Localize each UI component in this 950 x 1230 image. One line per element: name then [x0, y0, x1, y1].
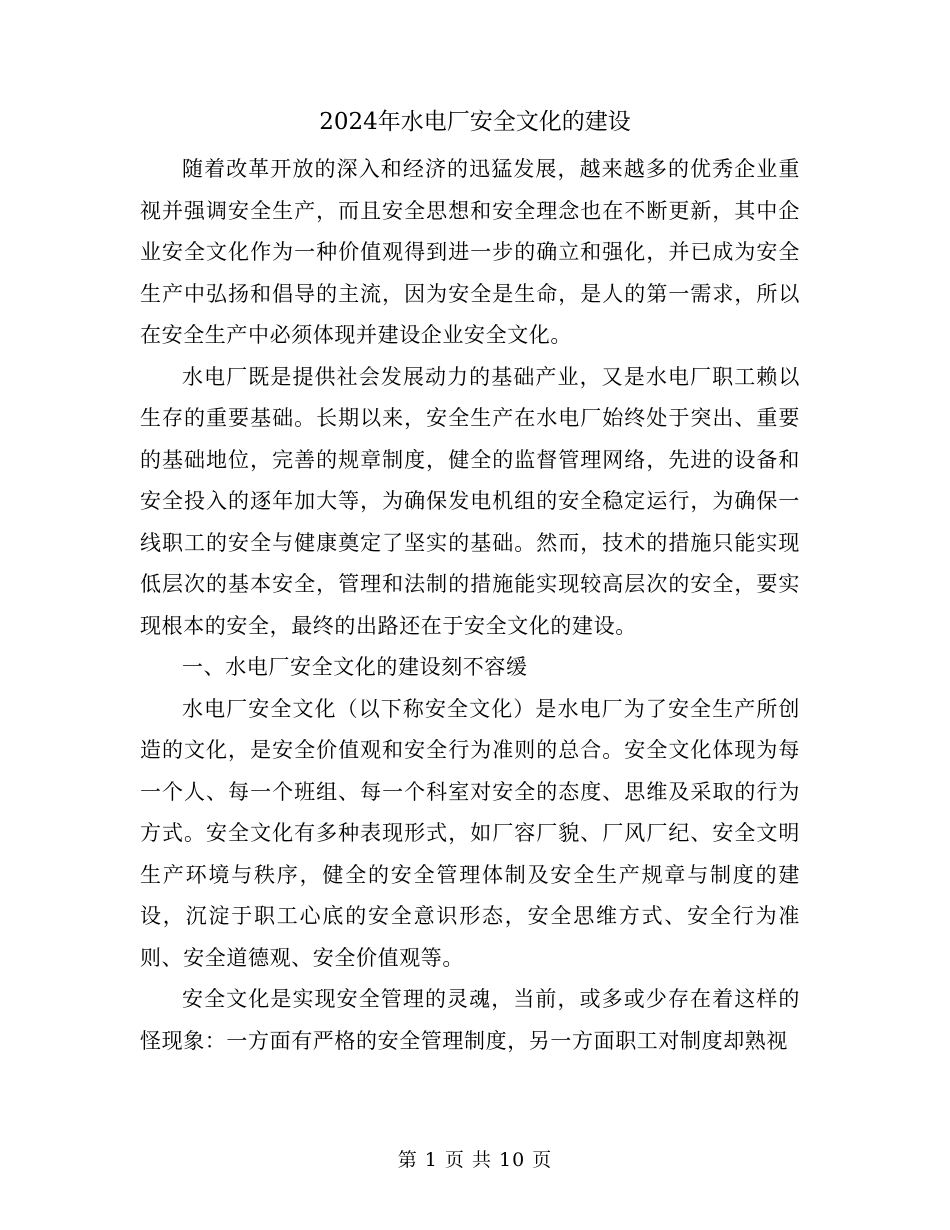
paragraph-hydropower-foundation: 水电厂既是提供社会发展动力的基础产业，又是水电厂职工赖以生存的重要基础。长期以来，安全生产在水电厂始终处于突出、重要的基础地位，完善的规章制度，健全的监督管理网络，先进的设备和安全投入的逐年加大等，为确保发电机组的安全稳定运行，为确保一线职工的安全与健康奠定了坚实的基础。然而，技术的措施只能实现低层次的基本安全，管理和法制的措施能实现较高层次的安全，要实现根本的安全，最终的出路还在于安全文化的建设。	[140, 364, 800, 638]
document-title: 2024年水电厂安全文化的建设	[319, 109, 631, 135]
paragraph-safety-culture-soul: 安全文化是实现安全管理的灵魂，当前，或多或少存在着这样的怪现象：一方面有严格的安全管理制度，另一方面职工对制度却熟视	[140, 987, 800, 1053]
section-heading-1: 一、水电厂安全文化的建设刻不容缓	[182, 655, 528, 679]
page-footer: 第 1 页 共 10 页	[397, 1149, 553, 1171]
paragraph-safety-culture-definition: 水电厂安全文化（以下称安全文化）是水电厂为了安全生产所创造的文化，是安全价值观和安全行为准则的总合。安全文化体现为每一个人、每一个班组、每一个科室对安全的态度、思维及采取的行为方式。安全文化有多种表现形式，如厂容厂貌、厂风厂纪、安全文明生产环境与秩序，健全的安全管理体制及安全生产规章与制度的建设，沉淀于职工心底的安全意识形态，安全思维方式、安全行为准则、安全道德观、安全价值观等。	[140, 696, 800, 970]
paragraph-intro: 随着改革开放的深入和经济的迅猛发展，越来越多的优秀企业重视并强调安全生产，而且安全思想和安全理念也在不断更新，其中企业安全文化作为一种价值观得到进一步的确立和强化，并已成为安全生产中弘扬和倡导的主流，因为安全是生命，是人的第一需求，所以在安全生产中必须体现并建设企业安全文化。	[140, 157, 800, 347]
document-body	[140, 149, 800, 1062]
